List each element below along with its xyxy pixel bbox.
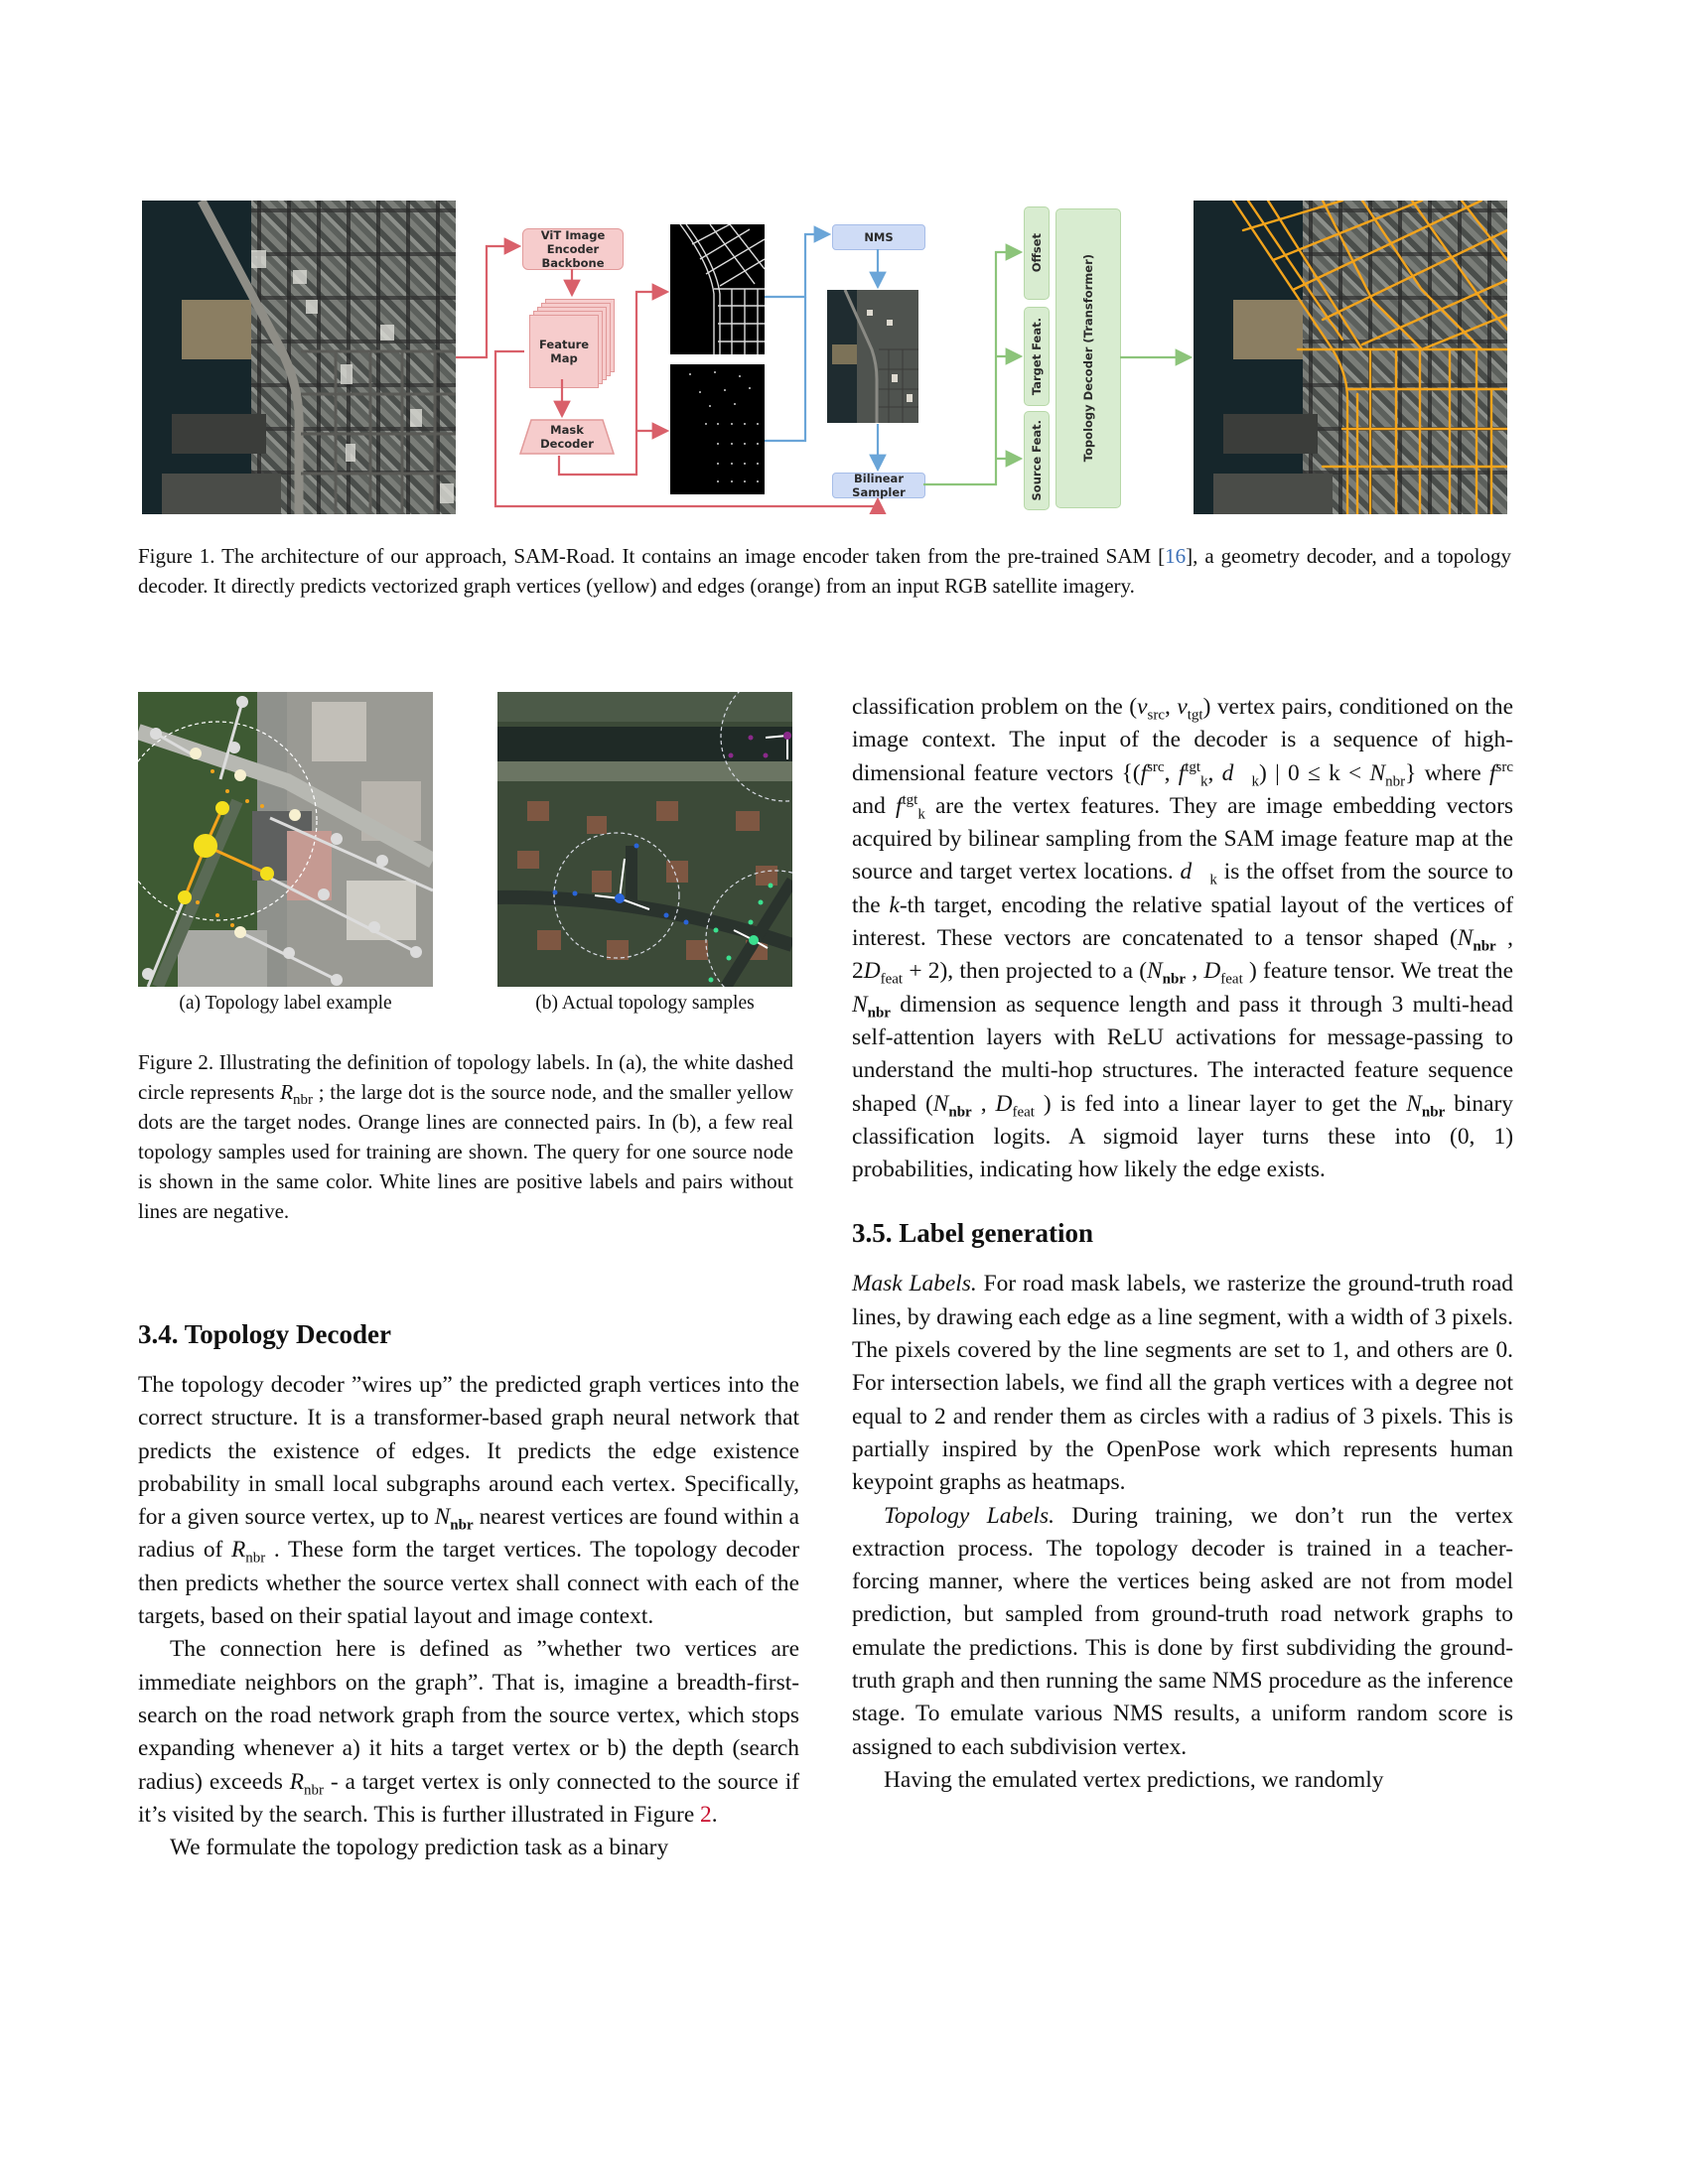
intersection-mask-image (670, 364, 765, 494)
text: For road mask labels, we rasterize the ground-truth road lines, by drawing each edge as a line segment, with a width of 3 pixels. The pixels covered by the line segments are set to 1, and others are 0. For intersection labels, we find all the graph vertices with a degree not equal to 2 and render them as circles with a radius of 3 pixels. This is partially inspired by the OpenPose work which represents human keypoint graphs as heatmaps. (852, 1271, 1513, 1496)
mask-decoder-label: Mask Decoder (540, 423, 594, 451)
text: binary classification logits. A sigmoid layer turns these into (0, 1) probabilities, indicating how likely the edge exists. (852, 1090, 1513, 1183)
math-N: N (1147, 958, 1163, 985)
math-sup: tgt (1185, 758, 1201, 775)
text: -th target, encoding the relative spatial layout of the vertices of interest. These vectors are concatenated to a tensor shaped ( (852, 891, 1513, 952)
text: ) | 0 ≤ k < (1259, 759, 1370, 786)
math-D: D (863, 958, 881, 985)
math-sub: k (1200, 773, 1208, 790)
caption-text: Figure 1. The architecture of our approach, SAM-Road. It contains an image encoder taken from the pre-trained SAM [ (138, 544, 1166, 568)
math-N: N (1369, 759, 1386, 786)
math-N: N (1406, 1090, 1422, 1117)
paragraph: classification problem on the ($v_{src}$, $v_{tgt}$) vertex pairs, conditioned on the image context. The input of the decoder is a sequence of high-dimensional feature vectors {($f^{src}$, $f^{tgt}_k$, $d⃗_k$) | $0 \le k < N_{nbr}$} where $f^{src}$ and $f^{tgt}_k$ are the vertex features. They are image embedding vectors acquired by bilinear sampling from the SAM image feature map at the source and target vertex locations. $d⃗_k$ is the offset from the source to the k-th target, encoding the relative spatial layout of the vertices of interest. These vectors are concatenated to a tensor shaped ($N_{nbr}$ , $2D_{feat} + 2$), then projected to a ($N_{nbr}$ , $D_{feat}$ ) feature tensor. We treat the $N_{nbr}$ dimension as sequence length and pass it through 3 multi-head self-attention layers with ReLU activations for message-passing to understand the multi-hop structures. The interacted feature sequence shaped ($N_{nbr}$ , $D_{feat}$ ) is fed into a linear layer to get the $N_{nbr}$ binary classification logits. A sigmoid layer turns these into (0, 1) probabilities, indicating how likely the edge exists. (852, 694, 1513, 1183)
citation-link[interactable]: 16 (1165, 544, 1187, 568)
math-R: R (280, 1080, 294, 1104)
road-mask-image (670, 224, 765, 354)
target-feat-box (1024, 307, 1050, 406)
source-feat-box (1024, 411, 1050, 510)
figure-2b-topology-samples-image (497, 692, 792, 987)
bilinear-sampler-box (832, 473, 925, 498)
paragraph: Having the emulated vertex predictions, we randomly (884, 1766, 1384, 1793)
vertex-overlay-image (827, 290, 918, 423)
math-sub: nbr (245, 1551, 266, 1568)
vit-encoder-box (522, 228, 624, 270)
math-sub: k (917, 806, 925, 823)
math-N: N (932, 1090, 949, 1117)
math-sub: tgt (1187, 707, 1203, 724)
text: During training, we don’t run the vertex extraction process. The topology decoder is trained in a teacher-forcing manner, where the vertices being asked are not from model prediction, but sampled from ground-truth road network graphs to emulate the predictions. This is done by first subdividing the ground-truth graph and then running the same NMS procedure as the inference stage. To emulate various NMS results, a uniform random score is assigned to each subdivision vertex. (852, 1502, 1513, 1760)
topology-decoder-label: Topology Decoder (Transformer) (1081, 254, 1095, 463)
text: } where (1405, 759, 1489, 786)
math-sub: feat (1220, 972, 1243, 989)
figure-ref-link[interactable]: 2 (700, 1801, 712, 1828)
math-sup: src (1495, 758, 1513, 775)
topology-decoder-box (1055, 208, 1121, 508)
figure-2-caption (138, 1047, 793, 1226)
text: , 2 (852, 925, 1513, 985)
text: nearest vertices are found within a radius of (138, 1504, 799, 1564)
offset-box (1024, 206, 1050, 300)
math-sub: k (1251, 773, 1260, 790)
math-sub: nbr (1473, 938, 1496, 955)
text: and (852, 792, 896, 819)
math-sub: nbr (1385, 773, 1406, 790)
text: . (711, 1801, 718, 1828)
text: is the offset from the source to the (852, 859, 1513, 918)
math-D: D (995, 1090, 1013, 1117)
math-sup: src (1147, 758, 1165, 775)
text: The topology decoder ”wires up” the predicted graph vertices into the correct structure. It is a transformer-based graph neural network that predicts the existence of edges. It predicts the edge existence probability in small local subgraphs around each vertex. Specifically, for a given source vertex, up to (138, 1372, 799, 1531)
math-N: N (852, 991, 868, 1018)
text: ) vertex pairs, conditioned on the image context. The input of the decoder is a sequence of high-dimensional feature vectors {( (852, 694, 1513, 786)
paragraph-title: Topology Labels. (884, 1502, 1055, 1529)
offset-label: Offset (1030, 233, 1044, 273)
left-column (138, 1317, 799, 1864)
figure-2a-topology-label-image (138, 692, 433, 987)
math-f: f (1488, 759, 1496, 786)
paragraph-mask-labels (852, 1268, 1513, 1499)
paragraph (138, 1633, 799, 1832)
source-feat-label: Source Feat. (1030, 420, 1044, 501)
math-sub: nbr (948, 1104, 972, 1121)
math-sub: feat (1012, 1104, 1035, 1121)
paragraph: We formulate the topology prediction task as a binary (170, 1835, 669, 1861)
math-sup: tgt (902, 792, 918, 809)
math-f: f (895, 792, 903, 819)
text: . These form the target vertices. The topology decoder then predicts whether the source vertex shall connect with each of the targets, based on their spatial layout and image context. (138, 1537, 800, 1630)
bilinear-sampler-label: Bilinear Sampler (852, 472, 906, 499)
math-sub: nbr (304, 1782, 324, 1799)
math-f: f (1178, 759, 1186, 786)
math-sub: k (1209, 873, 1217, 889)
math-sub: nbr (450, 1517, 474, 1534)
nms-box (832, 224, 925, 250)
right-column (852, 691, 1513, 1797)
text: classification problem on the ( (852, 694, 1138, 720)
math-f: f (1140, 759, 1148, 786)
paragraph-topology-labels (852, 1500, 1513, 1764)
math-sub: nbr (293, 1092, 314, 1109)
text: ) feature tensor. We treat the (1242, 958, 1513, 985)
figure-1-caption (138, 541, 1511, 601)
text: , (1186, 958, 1204, 985)
math-sub: src (1147, 707, 1165, 724)
section-heading-3-5: 3.5. Label generation (852, 1218, 1093, 1249)
math-R: R (230, 1537, 246, 1564)
target-feat-label: Target Feat. (1030, 317, 1044, 396)
math-k: k (889, 891, 900, 918)
nms-label: NMS (864, 230, 894, 244)
section-heading-3-4: 3.4. Topology Decoder (138, 1319, 392, 1349)
math-N: N (1457, 925, 1474, 952)
figure-2b-subcaption: (b) Actual topology samples (535, 993, 755, 1014)
figure-2a-subcaption: (a) Topology label example (179, 993, 392, 1014)
math-R: R (289, 1768, 304, 1795)
text: - a target vertex is only connected to the source if it’s visited by the search. This is further illustrated in Figure (138, 1768, 800, 1828)
input-satellite-image (142, 201, 456, 514)
text: dimension as sequence length and pass it through 3 multi-head self-attention layers with ReLU activations for message-passing to understand the multi-hop structures. The interacted feature sequence shaped ( (852, 991, 1513, 1117)
paragraph (138, 1369, 799, 1633)
caption-text: ; the large dot is the source node, and the smaller yellow dots are the target nodes. Orange lines are connected pairs. In (b), a few real topology samples used for training are shown. The query for one source node is shown in the same color. White lines are positive labels and pairs without lines are negative. (138, 1080, 793, 1223)
text: The connection here is defined as ”whether two vertices are immediate neighbors on the graph”. That is, imagine a breadth-first-search on the road network graph from the source vertex, which stops expanding whenever a) it hits a target vertex or b) the depth (search radius) exceeds (138, 1636, 799, 1795)
math-v: v (1137, 694, 1148, 720)
math-sub: nbr (1162, 972, 1186, 989)
feature-map-label: Feature Map (539, 338, 590, 365)
feature-map-box (529, 315, 599, 388)
math-N: N (434, 1504, 451, 1531)
caption-text: ], a geometry decoder, and a topology decoder. It directly predicts vectorized graph vertices (yellow) and edges (orange) from an input RGB satellite imagery. (138, 544, 1511, 598)
text: ) is fed into a linear layer to get the (1034, 1090, 1407, 1117)
output-graph-image (1194, 201, 1507, 514)
text: are the vertex features. They are image embedding vectors acquired by bilinear sampling from the SAM image feature map at the source and target vertex locations. (852, 792, 1513, 886)
caption-text: Figure 2. Illustrating the definition of topology labels. In (a), the white dashed circle represents (138, 1050, 793, 1104)
math-d: d⃗ (1221, 759, 1252, 786)
text: , (1164, 694, 1178, 720)
paragraph-title: Mask Labels. (852, 1271, 977, 1297)
feature-map-stack (529, 299, 619, 388)
text: + 2), then projected to a ( (903, 958, 1148, 985)
text: , (971, 1090, 996, 1117)
figure-1-architecture (142, 201, 1496, 514)
math-D: D (1203, 958, 1221, 985)
math-sub: feat (880, 972, 904, 989)
vit-encoder-label: ViT Image Encoder Backbone (540, 228, 606, 270)
math-sub: nbr (867, 1005, 891, 1022)
math-v: v (1177, 694, 1188, 720)
math-d: d⃗ (1180, 859, 1210, 886)
math-sub: nbr (1421, 1104, 1446, 1121)
mask-decoder-box (519, 419, 615, 455)
